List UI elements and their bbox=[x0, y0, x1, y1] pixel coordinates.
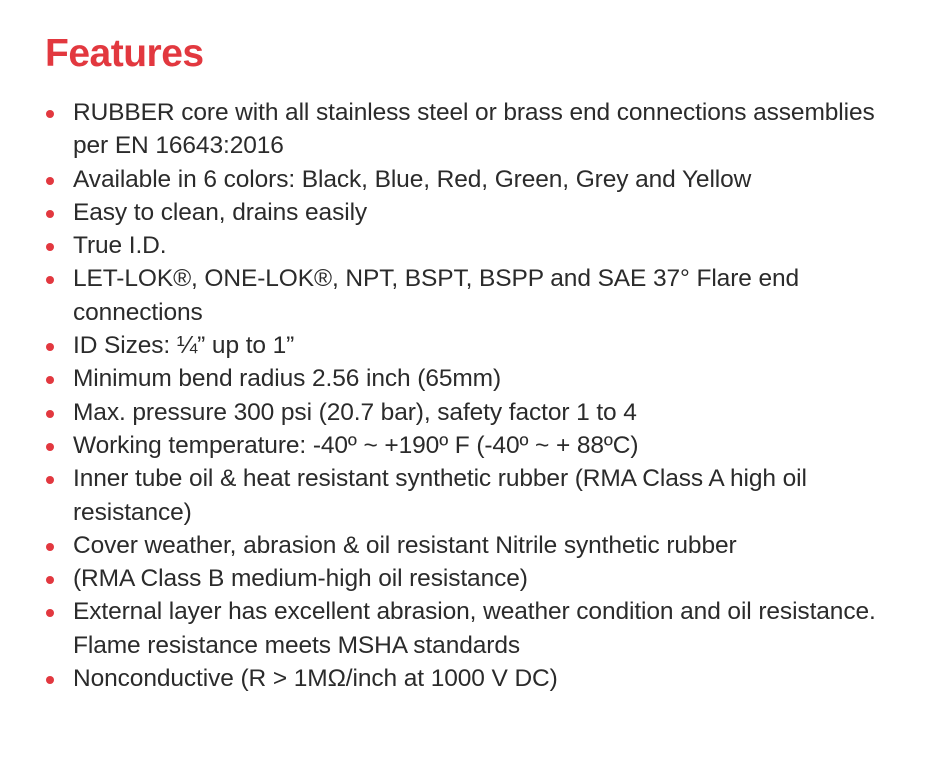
list-item bbox=[45, 196, 905, 229]
feature-text: RUBBER core with all stainless steel or brass end connections assemblies per EN 16643:2016 bbox=[73, 99, 875, 160]
feature-text: ID Sizes: ¼” up to 1” bbox=[73, 332, 295, 360]
features-heading: Features bbox=[45, 32, 204, 75]
bullet-icon bbox=[46, 243, 54, 251]
bullet-icon bbox=[46, 110, 54, 118]
list-item bbox=[45, 429, 905, 462]
list-item bbox=[45, 562, 905, 595]
bullet-icon bbox=[46, 177, 54, 185]
list-item bbox=[45, 96, 905, 163]
list-item bbox=[45, 595, 905, 662]
feature-text: Minimum bend radius 2.56 inch (65mm) bbox=[73, 365, 502, 393]
list-item bbox=[45, 329, 905, 362]
bullet-icon bbox=[46, 376, 54, 384]
bullet-icon bbox=[46, 543, 54, 551]
list-item bbox=[45, 529, 905, 562]
bullet-icon bbox=[46, 609, 54, 617]
feature-text: Available in 6 colors: Black, Blue, Red, Green, Grey and Yellow bbox=[73, 165, 752, 193]
bullet-icon bbox=[46, 576, 54, 584]
bullet-icon bbox=[46, 410, 54, 418]
bullet-icon bbox=[46, 210, 54, 218]
feature-text: True I.D. bbox=[73, 232, 167, 260]
list-item bbox=[45, 362, 905, 395]
bullet-icon bbox=[46, 343, 54, 351]
feature-text: Easy to clean, drains easily bbox=[73, 198, 368, 226]
feature-text: Max. pressure 300 psi (20.7 bar), safety factor 1 to 4 bbox=[73, 398, 637, 426]
feature-text: External layer has excellent abrasion, weather condition and oil resistance. Flame resistance meets MSHA standards bbox=[73, 598, 876, 659]
bullet-icon bbox=[46, 476, 54, 484]
feature-text: Working temperature: -40º ~ +190º F (-40º ~ + 88ºC) bbox=[73, 431, 639, 459]
bullet-icon bbox=[46, 276, 54, 284]
list-item bbox=[45, 262, 905, 329]
list-item bbox=[45, 662, 905, 695]
list-item bbox=[45, 229, 905, 262]
feature-text: Inner tube oil & heat resistant synthetic rubber (RMA Class A high oil resistance) bbox=[73, 465, 807, 526]
feature-text: Cover weather, abrasion & oil resistant Nitrile synthetic rubber bbox=[73, 531, 737, 559]
features-list bbox=[45, 96, 905, 695]
list-item bbox=[45, 396, 905, 429]
list-item bbox=[45, 462, 905, 529]
bullet-icon bbox=[46, 443, 54, 451]
feature-text: Nonconductive (R > 1MΩ/inch at 1000 V DC) bbox=[73, 665, 558, 693]
bullet-icon bbox=[46, 676, 54, 684]
feature-text: (RMA Class B medium-high oil resistance) bbox=[73, 565, 528, 593]
list-item bbox=[45, 163, 905, 196]
feature-text: LET-LOK®, ONE-LOK®, NPT, BSPT, BSPP and SAE 37° Flare end connections bbox=[73, 265, 800, 326]
